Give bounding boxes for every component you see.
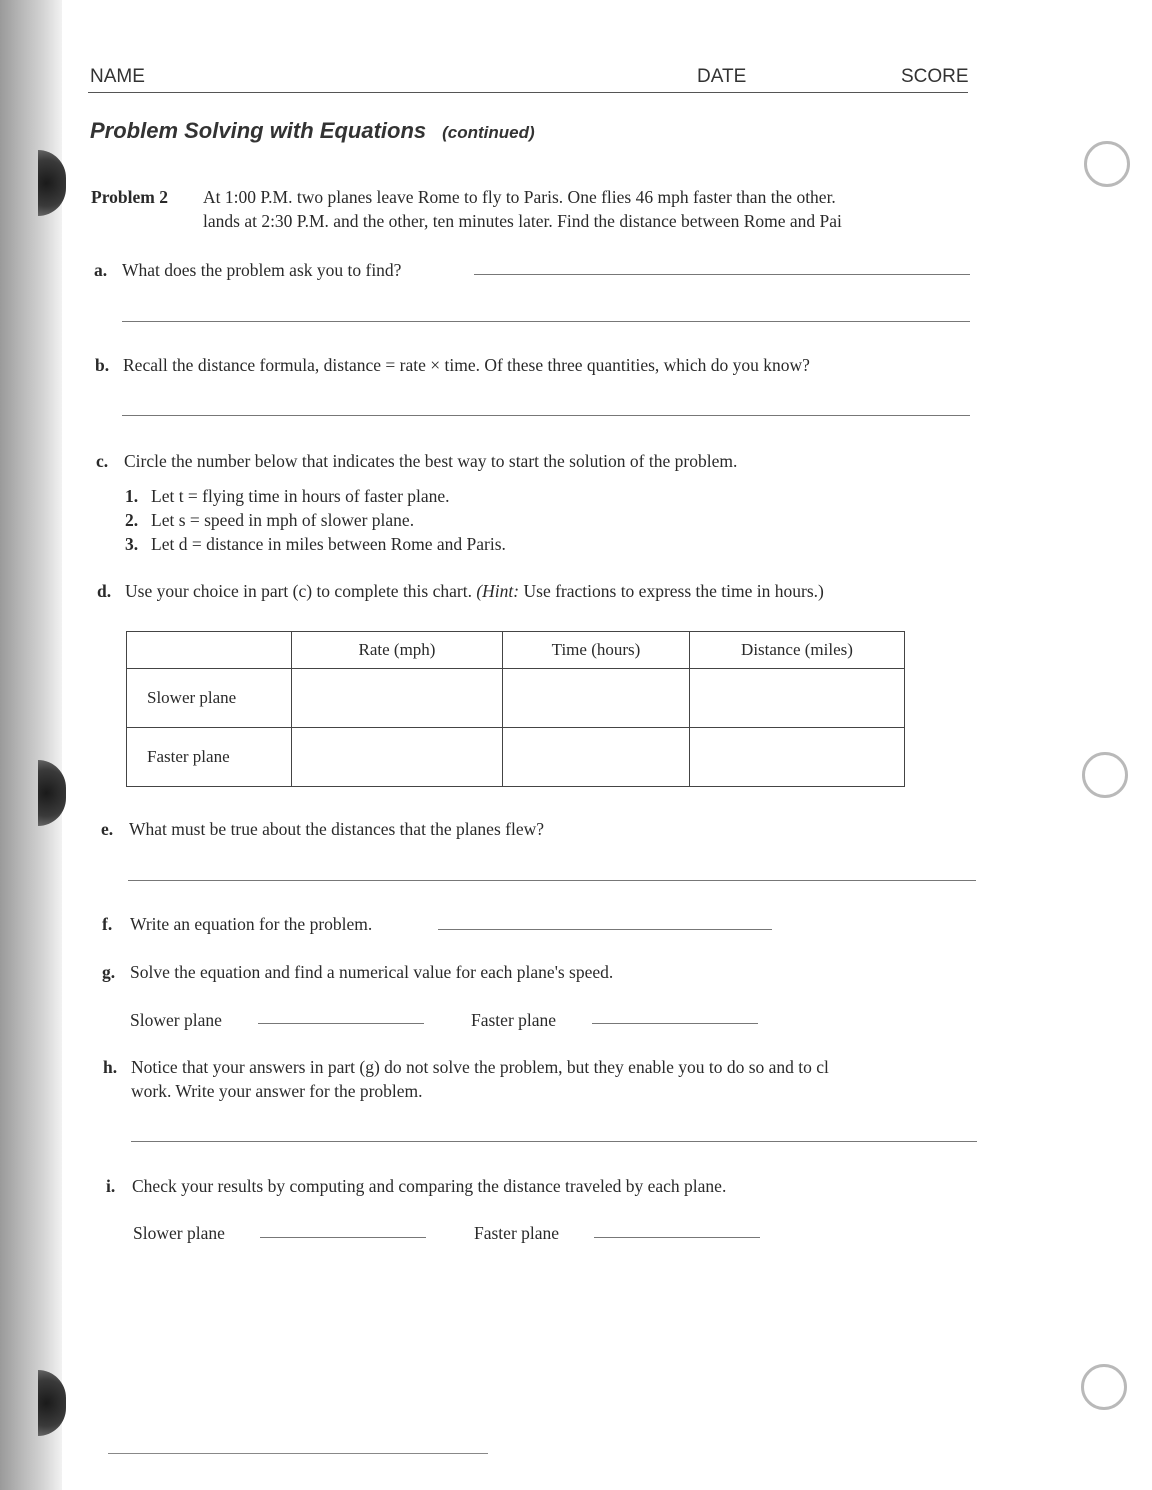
part-h-line-2: work. Write your answer for the problem.	[131, 1081, 423, 1101]
part-g-letter: g.	[102, 962, 116, 982]
chart-corner-cell	[127, 632, 292, 669]
part-d-question	[125, 579, 824, 603]
answer-line-i-slower[interactable]	[260, 1237, 426, 1238]
part-i-letter: i.	[106, 1176, 116, 1196]
part-h-line-1: Notice that your answers in part (g) do not solve the problem, but they enable you to do so and to cl	[131, 1057, 829, 1077]
column-header-distance: Distance (miles)	[690, 632, 905, 669]
answer-line-g-faster[interactable]	[592, 1023, 758, 1024]
chart-row-slower	[127, 669, 905, 728]
part-a-letter: a.	[94, 260, 108, 280]
option-text-1: Let t = flying time in hours of faster plane.	[151, 486, 450, 506]
cell-slower-distance[interactable]	[690, 669, 905, 728]
header-rule	[88, 92, 968, 93]
cell-slower-rate[interactable]	[292, 669, 503, 728]
answer-line-a2[interactable]	[122, 321, 970, 322]
part-g-question: Solve the equation and find a numerical value for each plane's speed.	[130, 962, 614, 982]
g-slower-label: Slower plane	[130, 1010, 222, 1030]
part-c-question: Circle the number below that indicates the best way to start the solution of the problem.	[124, 451, 738, 471]
part-a-question: What does the problem ask you to find?	[122, 260, 402, 280]
part-d-letter: d.	[97, 581, 112, 601]
option-number-1[interactable]: 1.	[125, 486, 139, 506]
i-slower-label: Slower plane	[133, 1223, 225, 1243]
part-b-letter: b.	[95, 355, 110, 375]
answer-line-b[interactable]	[122, 415, 970, 416]
answer-line-g-slower[interactable]	[258, 1023, 424, 1024]
cell-faster-rate[interactable]	[292, 728, 503, 787]
cell-slower-time[interactable]	[503, 669, 690, 728]
part-f-letter: f.	[102, 914, 113, 934]
part-b-question: Recall the distance formula, distance = rate × time. Of these three quantities, which do you know?	[123, 355, 810, 375]
answer-line-e[interactable]	[128, 880, 976, 881]
chart-row-faster	[127, 728, 905, 787]
title-main: Problem Solving with Equations	[90, 118, 427, 143]
part-h-letter: h.	[103, 1057, 118, 1077]
part-f-question: Write an equation for the problem.	[130, 914, 373, 934]
column-header-time: Time (hours)	[503, 632, 690, 669]
date-label: DATE	[697, 66, 747, 87]
part-e-question: What must be true about the distances that the planes flew?	[129, 819, 545, 839]
row-label-slower: Slower plane	[127, 669, 292, 728]
problem-line-1: At 1:00 P.M. two planes leave Rome to fly to Paris. One flies 46 mph faster than the other.	[203, 187, 836, 207]
binder-edge	[0, 0, 62, 1490]
hint-text: Use fractions to express the time in hours.)	[523, 581, 824, 601]
problem-line-2: lands at 2:30 P.M. and the other, ten minutes later. Find the distance between Rome and Pai	[203, 211, 842, 231]
g-faster-label: Faster plane	[471, 1010, 557, 1030]
part-i-question: Check your results by computing and comparing the distance traveled by each plane.	[132, 1176, 727, 1196]
part-c-letter: c.	[96, 451, 109, 471]
i-faster-label: Faster plane	[474, 1223, 560, 1243]
option-text-3: Let d = distance in miles between Rome and Paris.	[151, 534, 506, 554]
option-text-2: Let s = speed in mph of slower plane.	[151, 510, 415, 530]
cell-faster-time[interactable]	[503, 728, 690, 787]
punch-hole	[1084, 141, 1130, 187]
answer-line-i-faster[interactable]	[594, 1237, 760, 1238]
answer-line-h[interactable]	[131, 1141, 977, 1142]
rate-time-distance-chart	[126, 631, 905, 787]
part-d-text: Use your choice in part (c) to complete this chart.	[125, 581, 472, 601]
answer-line-f[interactable]	[438, 929, 772, 930]
punch-hole	[1081, 1364, 1127, 1410]
footer-rule	[108, 1453, 488, 1454]
option-number-2[interactable]: 2.	[125, 510, 139, 530]
problem-label: Problem 2	[91, 187, 168, 207]
score-label: SCORE	[901, 66, 969, 87]
page-title	[90, 118, 535, 144]
option-number-3[interactable]: 3.	[125, 534, 139, 554]
answer-line-a1[interactable]	[474, 274, 970, 275]
row-label-faster: Faster plane	[127, 728, 292, 787]
part-e-letter: e.	[101, 819, 114, 839]
hint-label: (Hint:	[476, 581, 520, 601]
name-label: NAME	[90, 66, 145, 87]
punch-hole	[1082, 752, 1128, 798]
cell-faster-distance[interactable]	[690, 728, 905, 787]
column-header-rate: Rate (mph)	[292, 632, 503, 669]
title-continued: (continued)	[442, 123, 535, 142]
chart-header-row	[127, 632, 905, 669]
